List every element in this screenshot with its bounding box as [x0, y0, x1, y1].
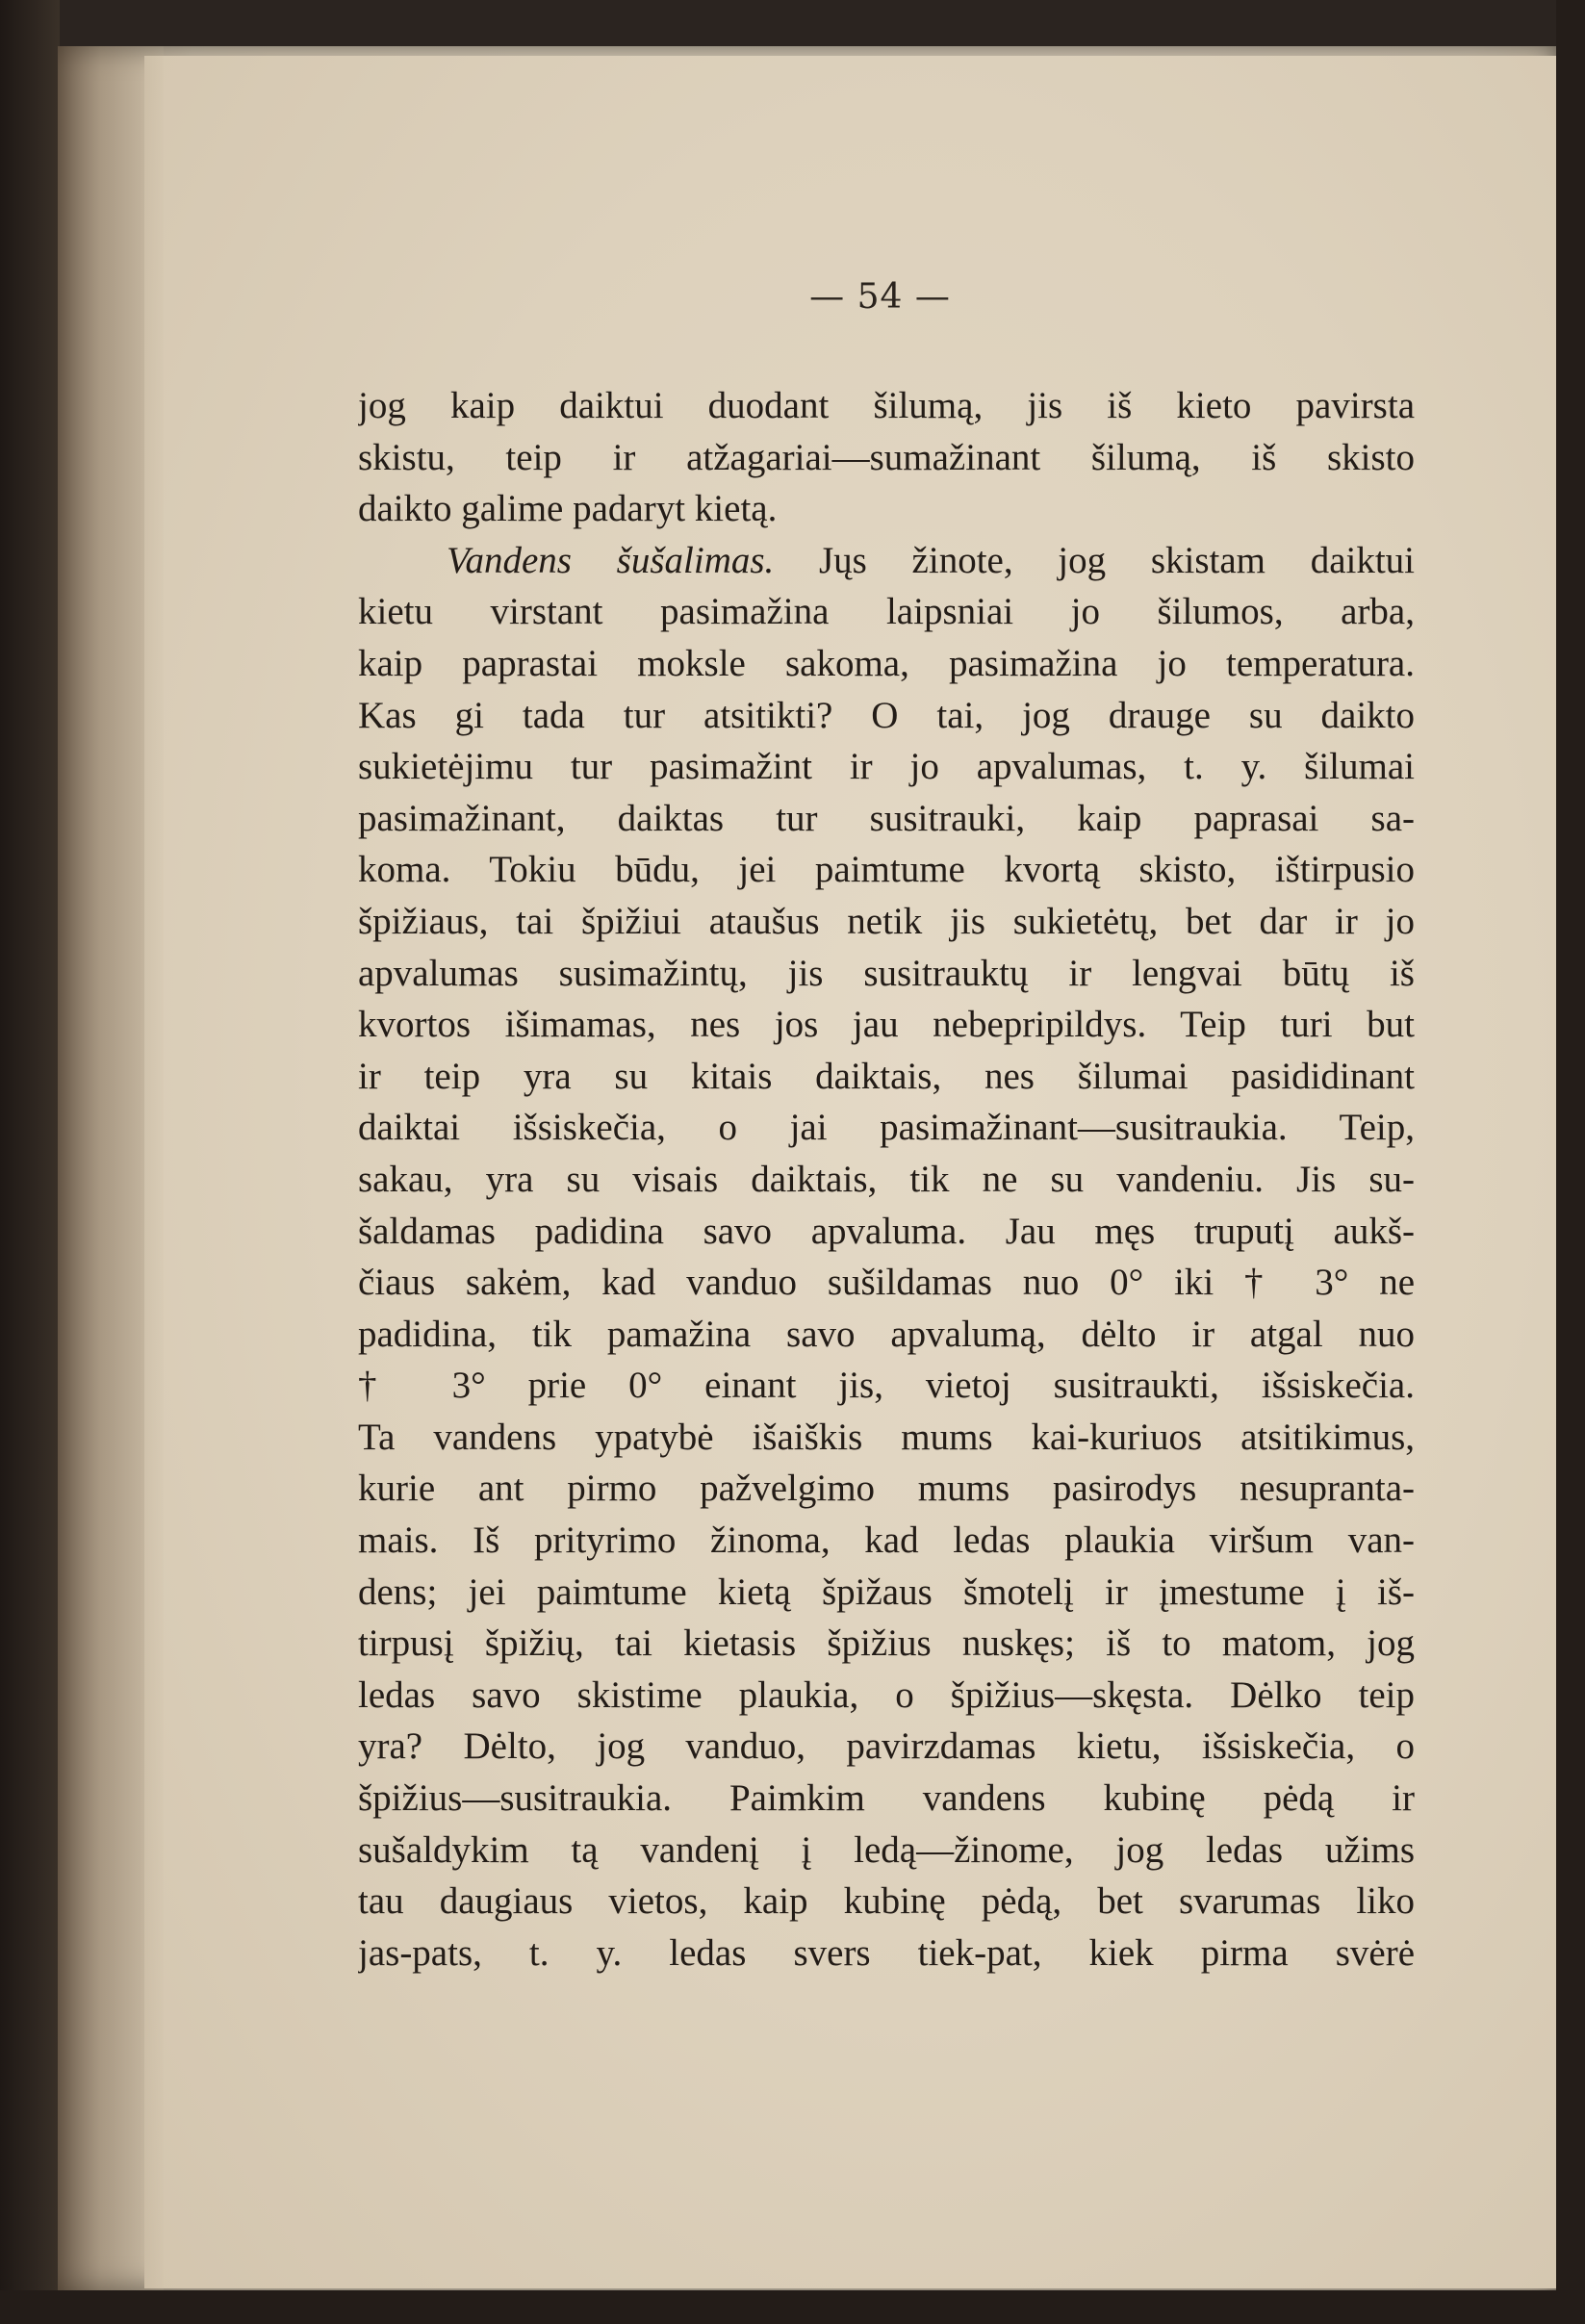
text-line-22: kurie ant pirmo pažvelgimo mums pasirodys nesupranta- — [358, 1468, 1415, 1510]
text-line-12: apvalumas susimažintų, jis susitrauktų ir lengvai būtų iš — [358, 952, 1415, 994]
page-number: — 54 — — [809, 277, 951, 317]
text-line-16: sakau, yra su visais daiktais, tik ne su vandeniu. Jis su- — [358, 1158, 1415, 1200]
text-line-23: mais. Iš prityrimo žinoma, kad ledas plaukia viršum van- — [358, 1520, 1415, 1562]
text-line-15: daiktai išsiskečia, o jai pasimažinant—susitraukia. Teip, — [358, 1107, 1415, 1149]
text-line-8: sukietėjimu tur pasimažint ir jo apvalumas, t. y. šilumai — [358, 746, 1415, 788]
bottom-margin — [0, 2290, 1585, 2324]
text-line-6: kaip paprastai moksle sakoma, pasimažina jo temperatura. — [358, 642, 1415, 684]
text-line-30: tau daugiaus vietos, kaip kubinę pėdą, bet svarumas liko — [358, 1880, 1415, 1923]
text-line-26: ledas savo skistime plaukia, o špižius—skęsta. Dėlko teip — [358, 1673, 1415, 1716]
text-line-13: kvortos išimamas, nes jos jau nebepripildys. Teip turi but — [358, 1004, 1415, 1046]
text-line-25: tirpusį špižių, tai kietasis špižius nuskęs; iš to matom, jog — [358, 1622, 1415, 1665]
text-line-4-rest: Jųs žinote, jog skistam daiktui — [774, 539, 1415, 581]
text-line-11: špižiaus, tai špižiui ataušus netik jis sukietėtų, bet dar ir jo — [358, 900, 1415, 942]
text-line-20: † 3° prie 0° einant jis, vietoj susitraukti, išsiskečia. — [358, 1365, 1415, 1407]
text-line-4 — [358, 535, 1415, 587]
section-heading: Vandens šušalimas. — [447, 539, 775, 581]
text-line-19: padidina, tik pamažina savo apvalumą, dėlto ir atgal nuo — [358, 1313, 1415, 1355]
text-line-28: špižius—susitraukia. Paimkim vandens kubinę pėdą ir — [358, 1777, 1415, 1820]
text-line-27: yra? Dėlto, jog vanduo, pavirzdamas kietu, išsiskečia, o — [358, 1725, 1415, 1768]
text-line-21: Ta vandens ypatybė išaiškis mums kai-kuriuos atsitikimus, — [358, 1416, 1415, 1458]
spine-shadow — [58, 46, 164, 2290]
text-line-24: dens; jei paimtume kietą špižaus šmotelį ir įmestume į iš- — [358, 1571, 1415, 1613]
text-line-18: čiaus sakėm, kad vanduo sušildamas nuo 0° iki † 3° ne — [358, 1262, 1415, 1304]
body-text — [358, 380, 1415, 1979]
text-line-7: Kas gi tada tur atsitikti? O tai, jog drauge su daikto — [358, 694, 1415, 736]
text-line-17: šaldamas padidina savo apvaluma. Jau męs truputį aukš- — [358, 1210, 1415, 1252]
text-line-14: ir teip yra su kitais daiktais, nes šilumai pasididinant — [358, 1055, 1415, 1097]
book-binding — [0, 0, 60, 2324]
text-line-9: pasimažinant, daiktas tur susitrauki, kaip paprasai sa- — [358, 797, 1415, 839]
right-margin — [1556, 0, 1585, 2324]
text-line-10: koma. Tokiu būdu, jei paimtume kvortą skisto, ištirpusio — [358, 849, 1415, 891]
text-line-31: jas-pats, t. y. ledas svers tiek-pat, kiek pirma svėrė — [358, 1931, 1415, 1974]
text-line-2: skistu, teip ir atžagariai—sumažinant šilumą, iš skisto — [358, 436, 1415, 478]
text-line-3: daikto galime padaryt kietą. — [358, 488, 778, 530]
text-line-29: sušaldykim tą vandenį į ledą—žinome, jog ledas užims — [358, 1828, 1415, 1871]
text-line-1: jog kaip daiktui duodant šilumą, jis iš kieto pavirsta — [358, 385, 1415, 426]
text-line-5: kietu virstant pasimažina laipsniai jo šilumos, arba, — [358, 591, 1415, 633]
